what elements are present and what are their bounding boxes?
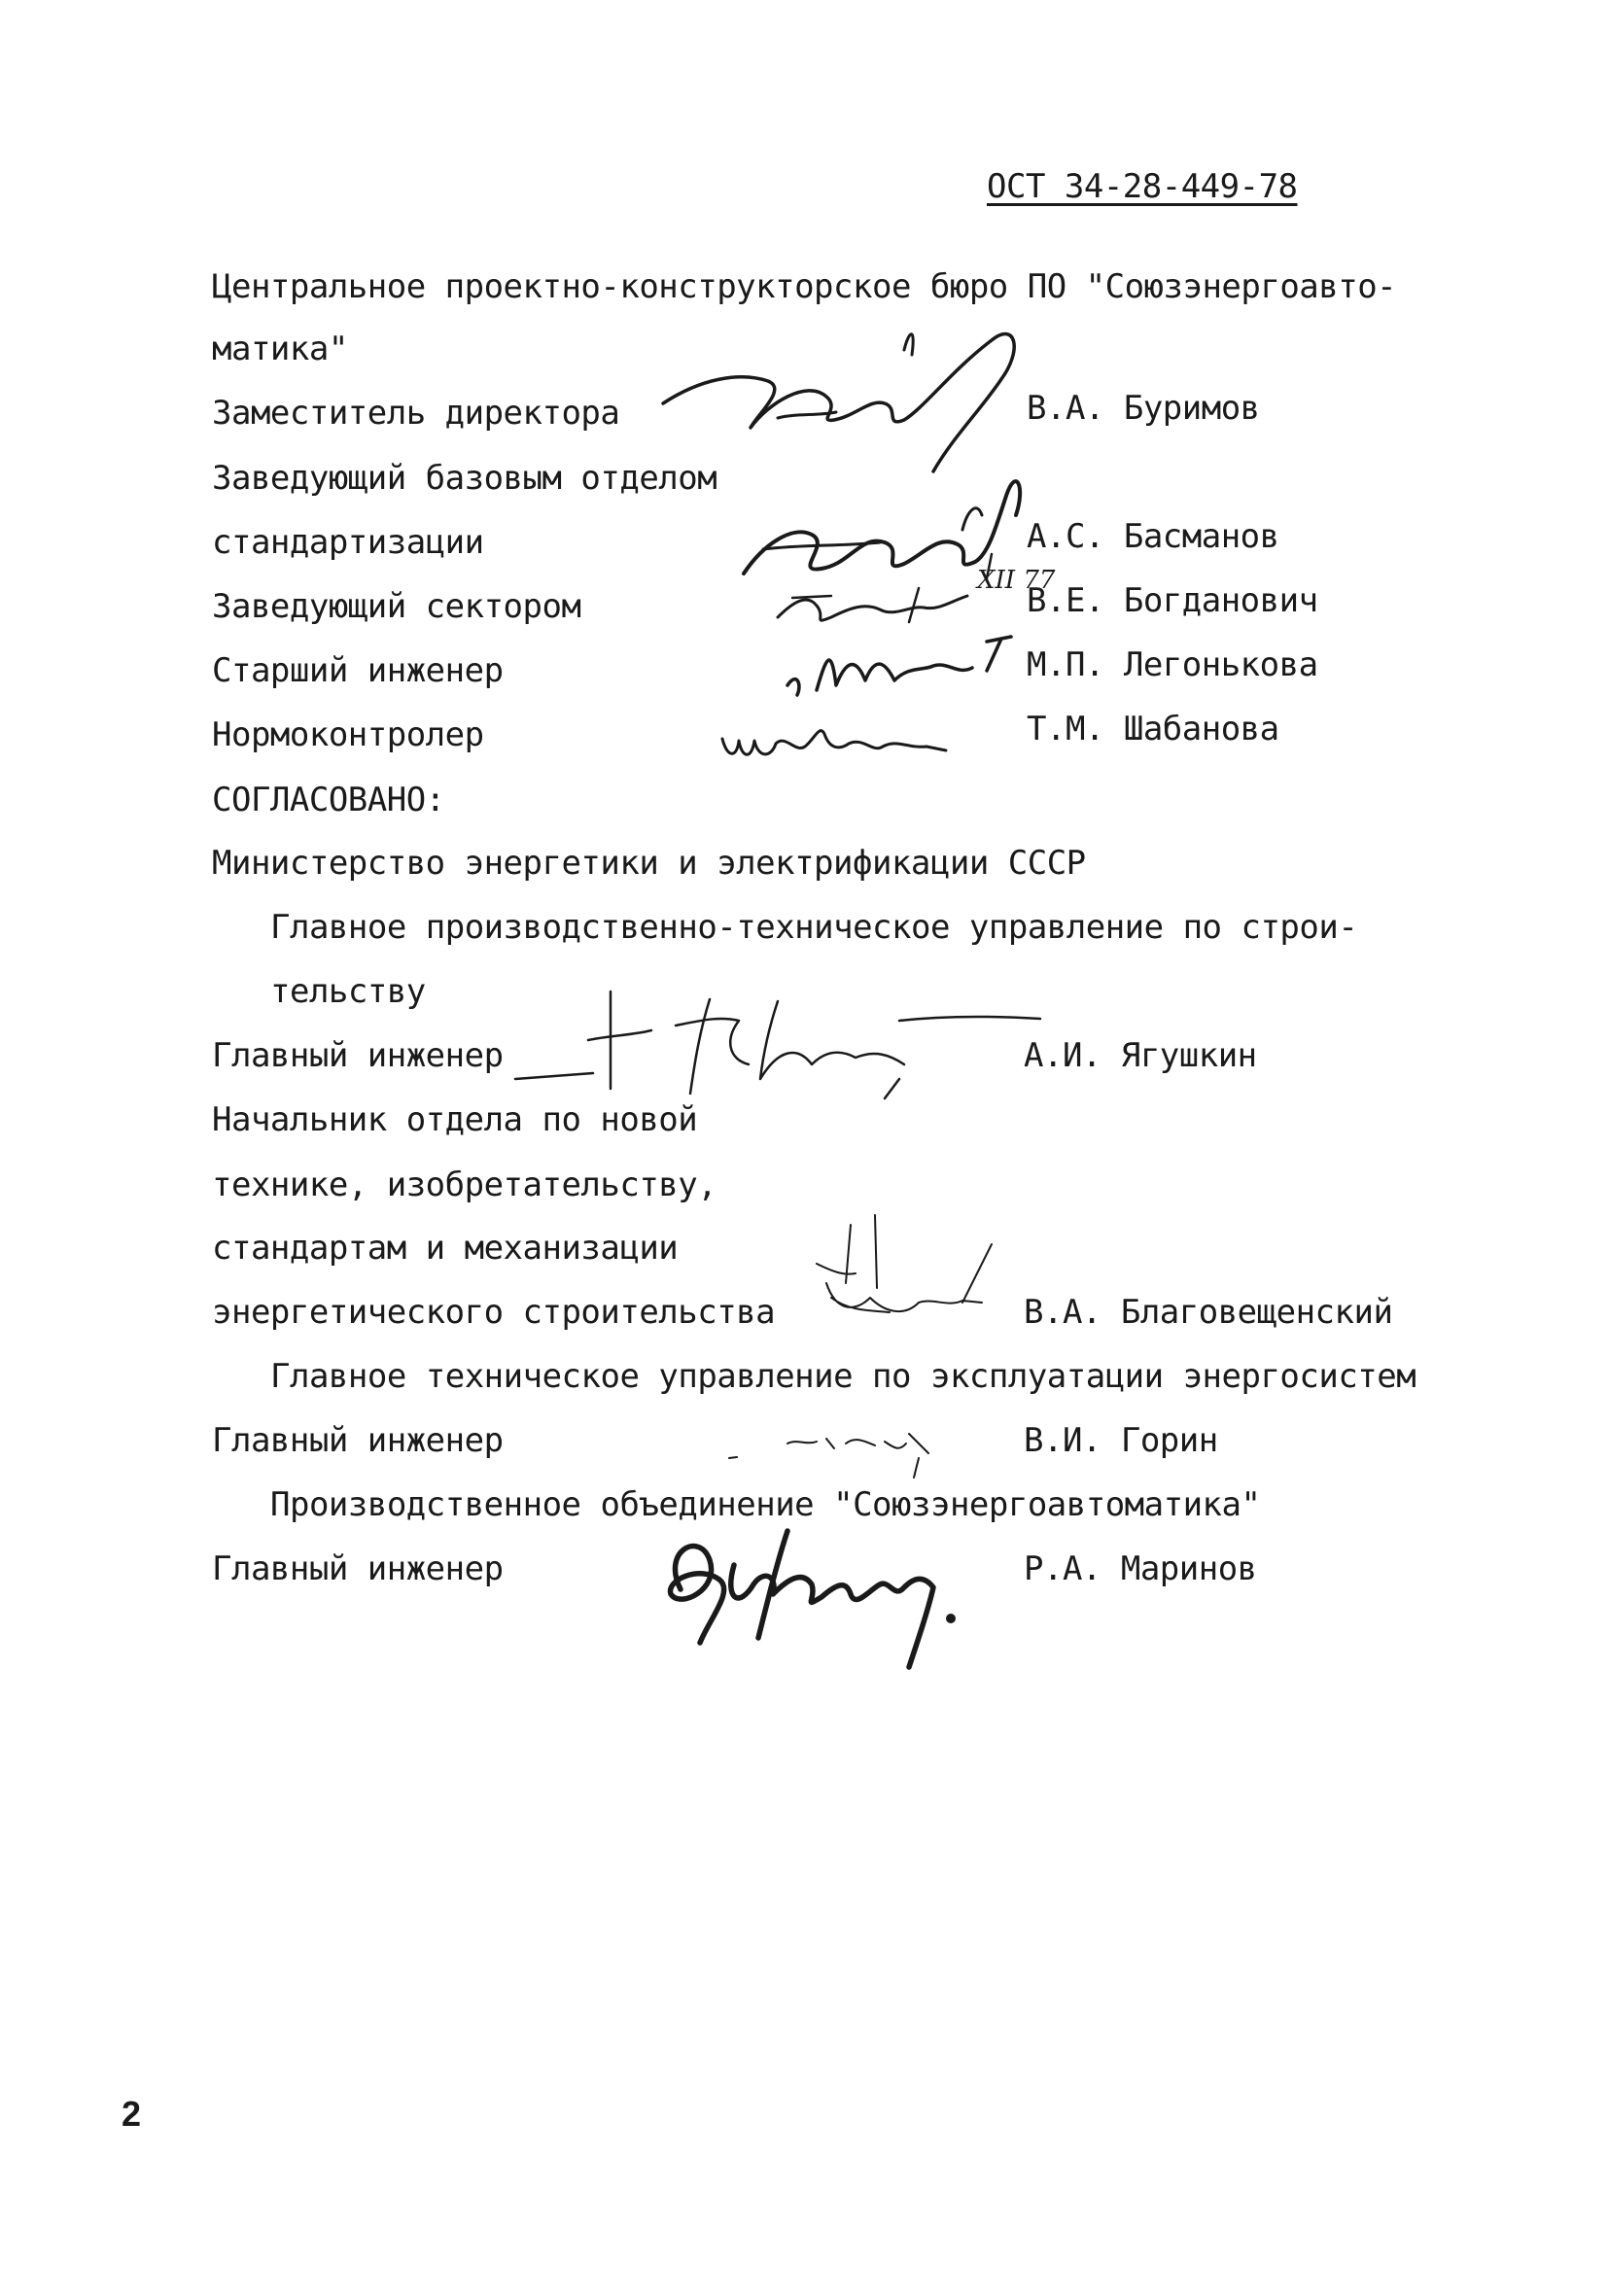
head-line-3: стандартам и механизации xyxy=(212,1229,679,1268)
name-shabanova: Т.М. Шабанова xyxy=(1027,710,1279,748)
signature-date-note xyxy=(977,559,1065,598)
dept3-name: Производственное объединение "Союзэнергоавтоматика" xyxy=(270,1485,1261,1524)
ministry-name: Министерство энергетики и электрификации СССР xyxy=(212,844,1086,883)
name-yagushkin: А.И. Ягушкин xyxy=(1024,1036,1257,1075)
role-senior-engineer: Старший инженер xyxy=(212,651,504,690)
name-marinov: Р.А. Маринов xyxy=(1024,1549,1257,1588)
dept1-line-1: Главное производственно-техническое управление по строи- xyxy=(270,908,1358,947)
name-basmanov: А.С. Басманов xyxy=(1027,517,1279,556)
role-chief-engineer-3: Главный инженер xyxy=(212,1549,504,1588)
dept2-name: Главное техническое управление по эксплуатации энергосистем xyxy=(270,1357,1416,1396)
signature-marinov xyxy=(642,1512,972,1677)
document-code: ОСТ 34-28-449-78 xyxy=(987,167,1298,206)
signature-shabanova xyxy=(717,700,961,778)
signature-burimov xyxy=(661,311,1069,476)
name-burimov: В.А. Буримов xyxy=(1027,389,1260,428)
role-head-base-dept: Заведующий базовым отделом xyxy=(212,459,717,498)
signature-yagushkin xyxy=(506,982,1050,1108)
role-chief-engineer-2: Главный инженер xyxy=(212,1421,504,1460)
org-line-2: матика" xyxy=(212,330,348,368)
signature-legonkova xyxy=(778,627,1021,705)
head-line-1: Начальник отдела по новой xyxy=(212,1100,698,1139)
page-number: 2 xyxy=(122,2094,141,2134)
role-head-sector: Заведующий сектором xyxy=(212,587,581,626)
head-line-2: технике, изобретательству, xyxy=(212,1165,717,1204)
name-gorin: В.И. Горин xyxy=(1024,1421,1218,1460)
approved-heading: СОГЛАСОВАНО: xyxy=(212,781,445,819)
signature-gorin xyxy=(719,1414,972,1482)
head-line-4: энергетического строительства xyxy=(212,1293,776,1332)
name-blagoveshchensky: В.А. Благовещенский xyxy=(1024,1293,1393,1332)
name-bogdanovich: В.Е. Богданович xyxy=(1027,581,1318,620)
signature-blagoveshchensky xyxy=(797,1205,1011,1351)
org-line-1: Центральное проектно-конструкторское бюро ПО "Союзэнергоавто- xyxy=(212,267,1397,306)
role-chief-engineer-1: Главный инженер xyxy=(212,1036,504,1075)
name-legonkova: М.П. Легонькова xyxy=(1027,645,1318,684)
dept1-line-2: тельству xyxy=(270,972,426,1011)
role-deputy-director: Заместитель директора xyxy=(212,394,620,433)
role-standardization: стандартизации xyxy=(212,523,484,562)
basmanov-date: XII 77 xyxy=(977,566,1056,595)
role-norm-controller: Нормоконтролер xyxy=(212,715,484,754)
